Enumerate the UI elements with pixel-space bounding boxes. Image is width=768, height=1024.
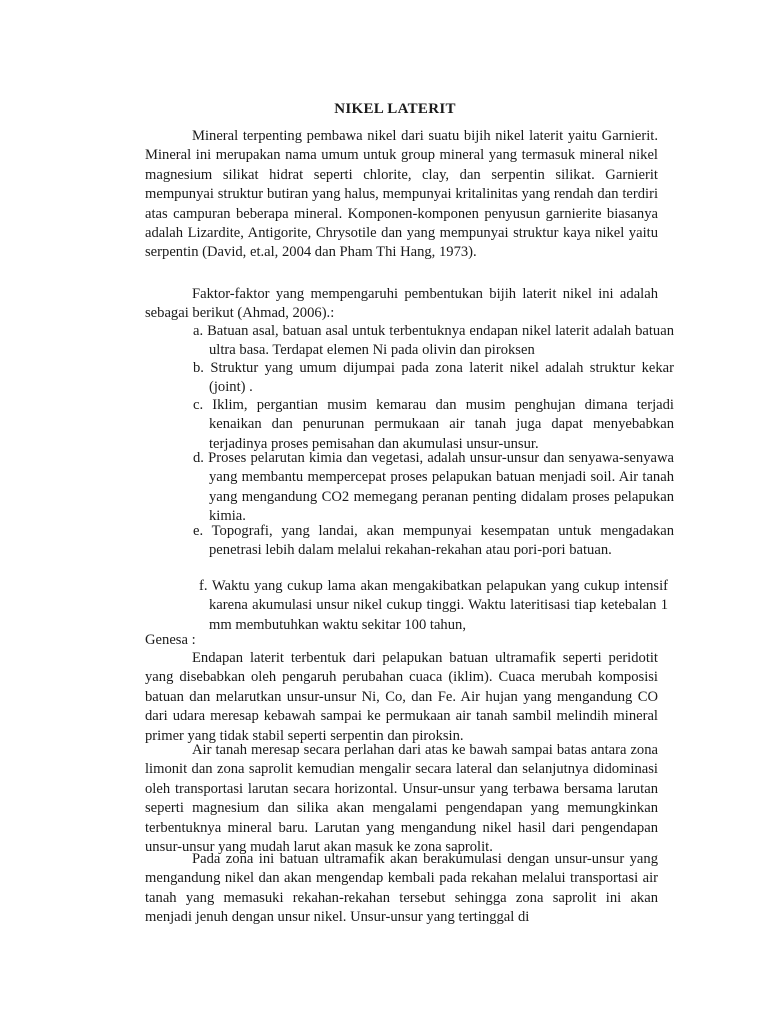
- intro-paragraph: Mineral terpenting pembawa nikel dari suatu bijih nikel laterit yaitu Garnierit. Mineral ini merupakan nama umum untuk group mineral yang termasuk mineral nikel magnesium silikat hidrat seperti chlorite, clay, dan serpentin silikat. Garnierit mempunyai struktur butiran yang halus, mempunyai kritalinitas yang rendah dan terdiri atas campuran beberapa mineral. Komponen-komponen penyusun garnierite biasanya adalah Lizardite, Antigorite, Chrysotile dan yang mempunyai struktur kaya nikel yaitu serpentin (David, et.al, 2004 dan Pham Thi Hang, 1973).: [145, 128, 658, 261]
- factor-item-c: c. Iklim, pergantian musim kemarau dan musim penghujan dimana terjadi kenaikan dan penurunan permukaan air tanah juga dapat menyebabkan terjadinya proses pemisahan dan akumulasi unsur-unsur.: [193, 397, 674, 452]
- genesa-paragraph-2: Air tanah meresap secara perlahan dari atas ke bawah sampai batas antara zona limonit dan zona saprolit kemudian mengalir secara lateral dan selanjutnya didominasi oleh transportasi larutan secara horizontal. Unsur-unsur yang terbawa bersama larutan seperti magnesium dan silika akan mengalami pengendapan yang memungkinkan terbentuknya mineral baru. Larutan yang mengandung nikel hasil dari pengendapan unsur-unsur yang mudah larut akan masuk ke zona saprolit.: [145, 742, 658, 856]
- genesa-paragraph-3: Pada zona ini batuan ultramafik akan berakumulasi dengan unsur-unsur yang mengandung nikel dan akan mengendap kembali pada rekahan melalui transportasi air tanah yang memasuki rekahan-rekahan tersebut sehingga zona saprolit ini akan menjadi jenuh dengan unsur nikel. Unsur-unsur yang tertinggal di: [145, 851, 658, 926]
- factor-item-a: a. Batuan asal, batuan asal untuk terbentuknya endapan nikel laterit adalah batuan ultra basa. Terdapat elemen Ni pada olivin dan piroksen: [193, 323, 674, 359]
- factor-item-e: e. Topografi, yang landai, akan mempunyai kesempatan untuk mengadakan penetrasi lebih dalam melalui rekahan-rekahan atau pori-pori batuan.: [193, 523, 674, 559]
- factor-item-b: b. Struktur yang umum dijumpai pada zona laterit nikel adalah struktur kekar (joint) .: [193, 360, 674, 396]
- factors-intro-paragraph: Faktor-faktor yang mempengaruhi pembentukan bijih laterit nikel ini adalah sebagai berikut (Ahmad, 2006).:: [145, 286, 658, 322]
- document-title: NIKEL LATERIT: [334, 101, 456, 117]
- genesa-paragraph-1: Endapan laterit terbentuk dari pelapukan batuan ultramafik seperti peridotit yang disebabkan oleh pengaruh perubahan cuaca (iklim). Cuaca merubah komposisi batuan dan melarutkan unsur-unsur Ni, Co, dan Fe. Air hujan yang mengandung CO dari udara meresap kebawah sampai ke permukaan air tanah sambil melindih mineral primer yang tidak stabil seperti serpentin dan piroksin.: [145, 650, 658, 744]
- factor-item-f: f. Waktu yang cukup lama akan mengakibatkan pelapukan yang cukup intensif karena akumulasi unsur nikel cukup tinggi. Waktu lateritisasi tiap ketebalan 1 mm membutuhkan waktu sekitar 100 tahun,: [199, 578, 668, 633]
- genesa-heading: Genesa :: [145, 632, 196, 648]
- factor-item-d: d. Proses pelarutan kimia dan vegetasi, adalah unsur-unsur dan senyawa-senyawa yang membantu mempercepat proses pelapukan batuan menjadi soil. Air tanah yang mengandung CO2 memegang peranan penting didalam proses pelapukan kimia.: [193, 450, 674, 525]
